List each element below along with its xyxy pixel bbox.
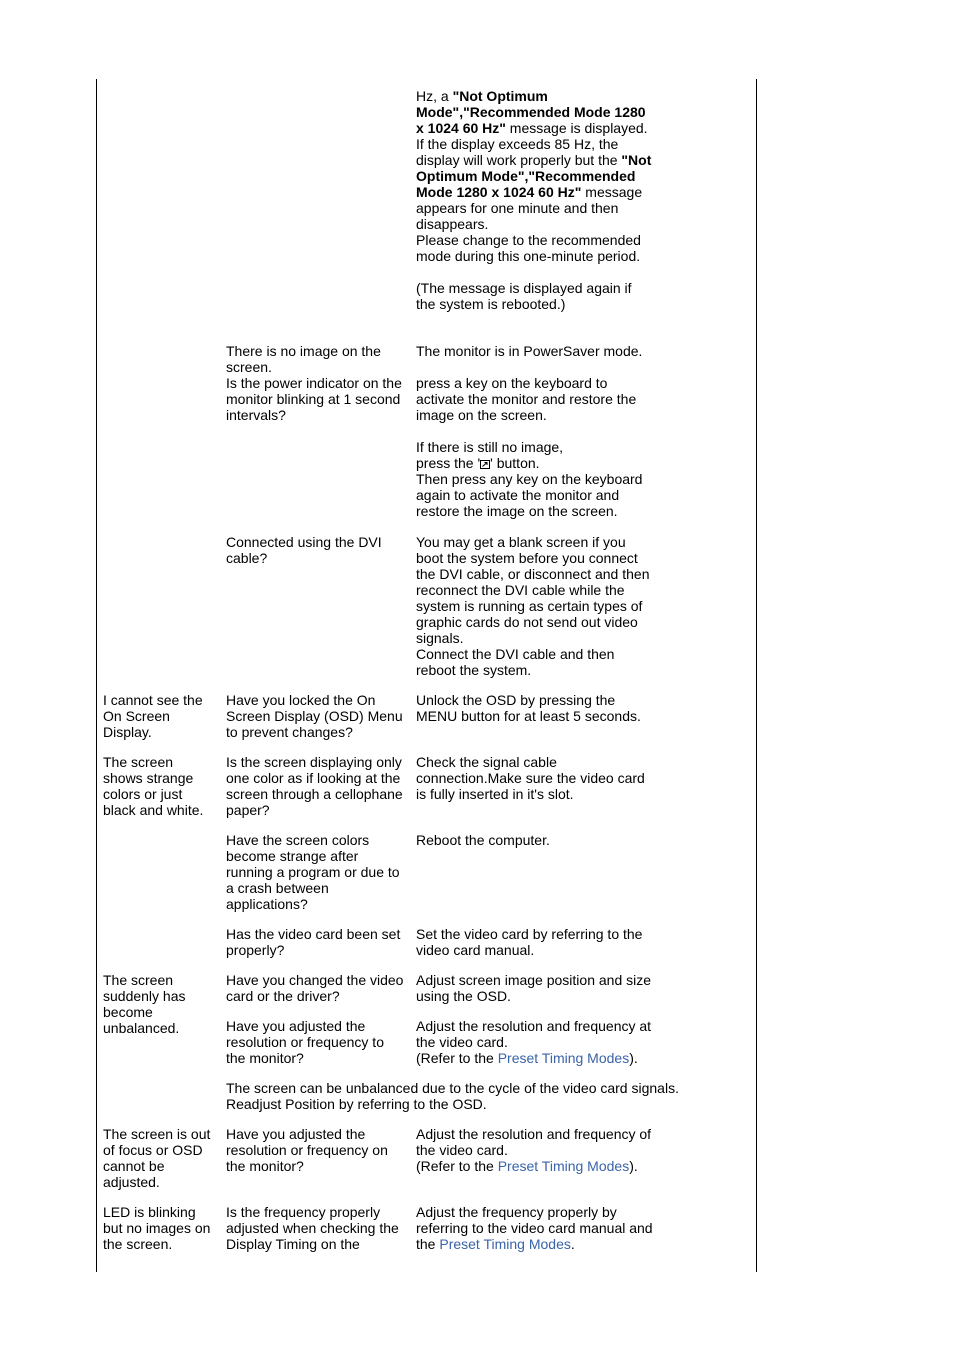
problem-text: The screen is out of focus or OSD cannot be adjusted.	[103, 1126, 211, 1190]
problem-text: LED is blinking but no images on the screen.	[103, 1204, 211, 1252]
question-cell	[226, 832, 404, 912]
question-cell	[226, 692, 404, 740]
note-cell	[226, 1080, 746, 1112]
problem-cell	[103, 754, 215, 818]
question-text: Have you adjusted the resolution or frequency on the monitor?	[226, 1126, 388, 1174]
question-cell	[226, 534, 404, 566]
question-cell	[226, 1204, 404, 1252]
preset-timing-modes-link[interactable]: Preset Timing Modes	[439, 1236, 571, 1252]
answer-cell	[416, 1204, 654, 1252]
answer-text: Adjust screen image position and size using the OSD.	[416, 972, 652, 1004]
question-text: Has the video card been set properly?	[226, 926, 401, 958]
question-text: There is no image on the screen.	[226, 343, 381, 375]
preset-timing-modes-link[interactable]: Preset Timing Modes	[497, 1050, 630, 1066]
answer-text: press the ' ' button.	[416, 455, 540, 471]
answer-text: Adjust the resolution and frequency at the video card.	[416, 1018, 652, 1050]
answer-cell	[416, 972, 654, 1004]
answer-text: Then press any key on the keyboard again to activate the monitor and restore the image on the screen.	[416, 471, 643, 519]
answer-text: press a key on the keyboard to activate the monitor and restore the image on the screen.	[416, 375, 637, 423]
problem-cell	[103, 972, 215, 1036]
preset-timing-modes-link[interactable]: Preset Timing Modes	[497, 1158, 630, 1174]
answer-cell	[416, 1018, 654, 1066]
answer-text: Unlock the OSD by pressing the MENU button for at least 5 seconds.	[416, 692, 641, 724]
note-text: The screen can be unbalanced due to the cycle of the video card signals.	[226, 1080, 679, 1096]
question-text: Have you adjusted the resolution or frequency to the monitor?	[226, 1018, 384, 1066]
question-cell	[226, 343, 404, 423]
answer-text: Reboot the computer.	[416, 832, 550, 848]
answer-cell	[416, 754, 654, 802]
answer-text: If there is still no image,	[416, 439, 564, 455]
note-text: Readjust Position by referring to the OSD.	[226, 1096, 487, 1112]
table-left-border	[96, 79, 97, 1272]
question-cell	[226, 926, 404, 958]
answer-text: The monitor is in PowerSaver mode.	[416, 343, 643, 359]
answer-cell	[416, 88, 654, 312]
source-button-icon	[480, 456, 490, 465]
answer-text: Adjust the frequency properly by referring to the video card manual and the Preset Timing Modes.	[416, 1204, 653, 1252]
answer-text: (Refer to the Preset Timing Modes).	[416, 1158, 638, 1174]
answer-cell	[416, 534, 654, 678]
answer-cell	[416, 1126, 654, 1174]
answer-text: Connect the DVI cable and then reboot the system.	[416, 646, 615, 678]
question-text: Have you changed the video card or the driver?	[226, 972, 404, 1004]
answer-text: Hz, a "Not Optimum Mode","Recommended Mode 1280 x 1024 60 Hz" message is displayed. If the display exceeds 85 Hz, the display will work properly but the "Not Optimum Mode","Recommended Mode 1280 x 1024 60 Hz" message appears for one minute and then disappears.	[416, 88, 652, 232]
question-text: Is the power indicator on the monitor blinking at 1 second intervals?	[226, 375, 402, 423]
answer-text: Check the signal cable connection.Make sure the video card is fully inserted in it's slot.	[416, 754, 645, 802]
question-text: Connected using the DVI cable?	[226, 534, 382, 566]
answer-text: Please change to the recommended mode during this one-minute period.	[416, 232, 641, 264]
answer-cell	[416, 692, 654, 724]
question-text: Have the screen colors become strange after running a program or due to a crash between applications?	[226, 832, 400, 912]
question-text: Is the screen displaying only one color as if looking at the screen through a cellophane paper?	[226, 754, 403, 818]
problem-text: The screen shows strange colors or just black and white.	[103, 754, 204, 818]
answer-cell	[416, 832, 654, 848]
question-text: Have you locked the On Screen Display (OSD) Menu to prevent changes?	[226, 692, 403, 740]
answer-text: Adjust the resolution and frequency of the video card.	[416, 1126, 652, 1158]
answer-cell	[416, 343, 654, 519]
question-cell	[226, 1018, 404, 1066]
problem-text: I cannot see the On Screen Display.	[103, 692, 203, 740]
problem-cell	[103, 692, 215, 740]
question-cell	[226, 754, 404, 818]
question-cell	[226, 972, 404, 1004]
problem-cell	[103, 1126, 215, 1190]
question-text: Is the frequency properly adjusted when checking the Display Timing on the	[226, 1204, 399, 1252]
answer-text: (The message is displayed again if the system is rebooted.)	[416, 280, 632, 312]
answer-text: (Refer to the Preset Timing Modes).	[416, 1050, 638, 1066]
answer-cell	[416, 926, 654, 958]
question-cell	[226, 1126, 404, 1174]
problem-text: The screen suddenly has become unbalanced.	[103, 972, 186, 1036]
problem-cell	[103, 1204, 215, 1252]
answer-text: You may get a blank screen if you boot the system before you connect the DVI cable, or disconnect and then reconnect the DVI cable while the system is running as certain types of graphic cards do not send out video signals.	[416, 534, 650, 646]
table-right-border	[756, 79, 757, 1272]
answer-text: Set the video card by referring to the video card manual.	[416, 926, 643, 958]
